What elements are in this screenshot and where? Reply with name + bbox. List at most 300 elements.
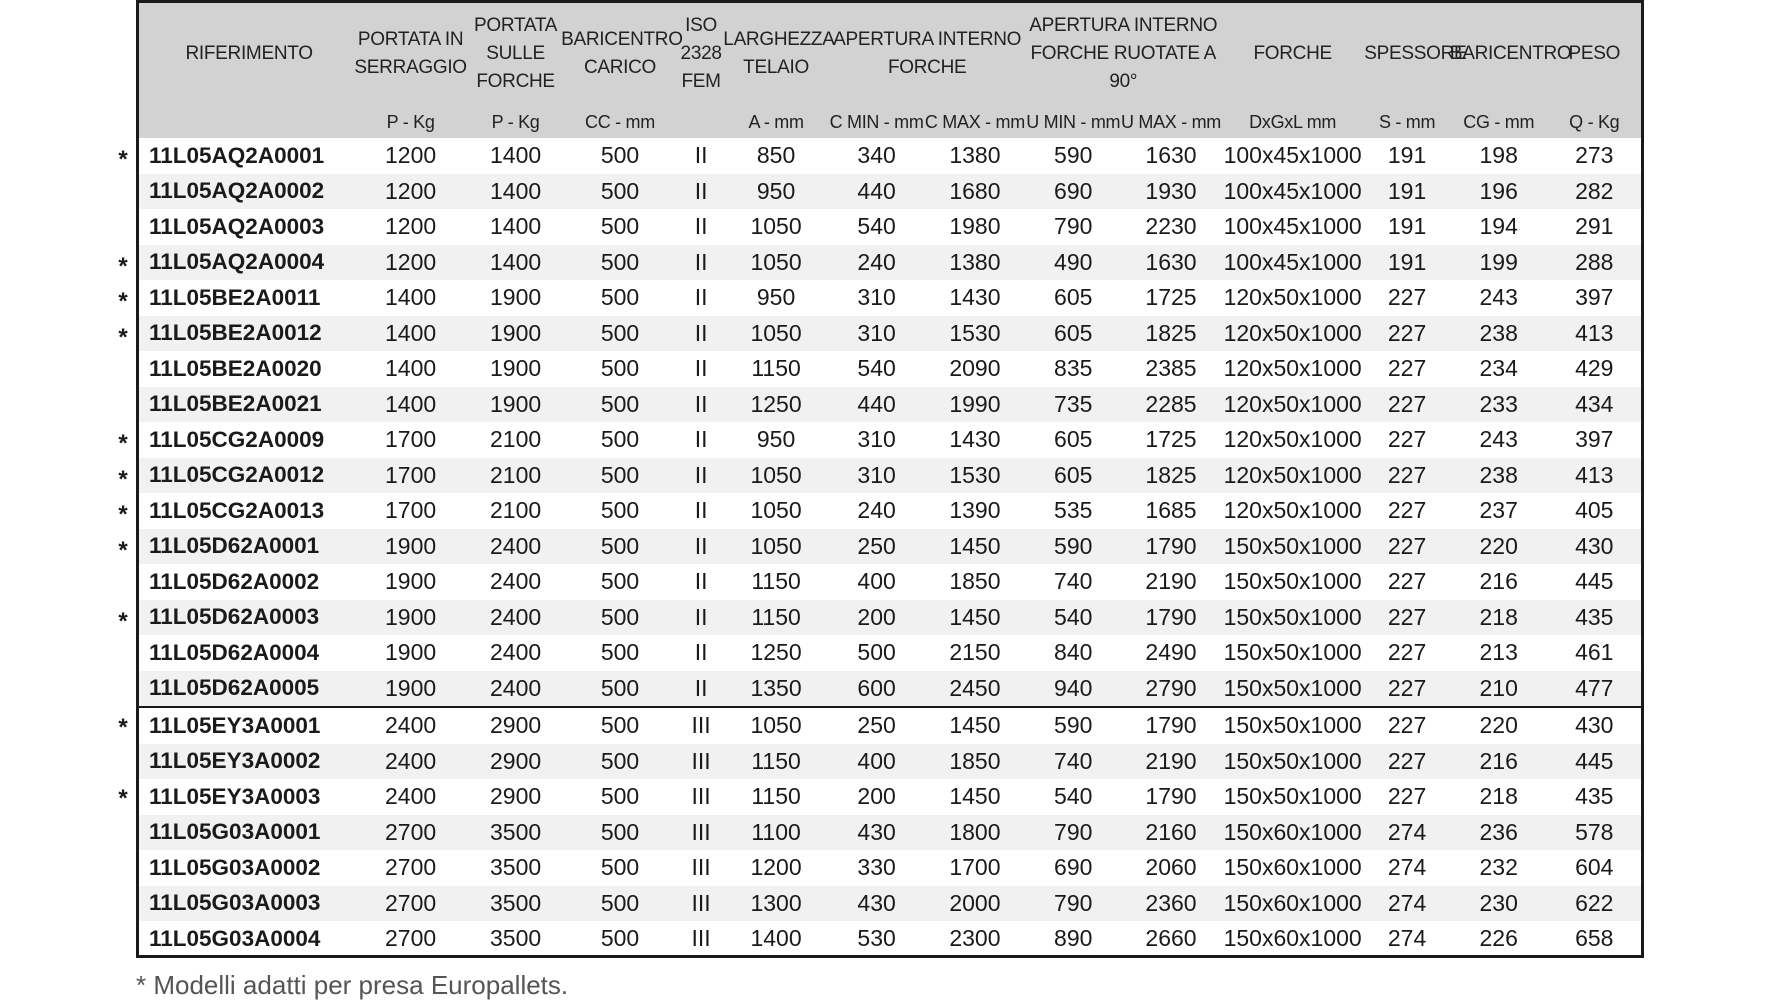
cell-larghezza-telaio: 1050 [723, 529, 829, 565]
cell-riferimento: 11L05D62A0002 [149, 568, 320, 594]
table-row [139, 744, 1641, 780]
cell-baricentro-carico: 500 [561, 671, 679, 708]
table-row [139, 921, 1641, 957]
col-portata-forche: PORTATA SULLE FORCHE [474, 15, 558, 92]
cell-iso: II [694, 213, 708, 240]
cell-u-max: 1930 [1121, 174, 1221, 210]
cell-riferimento: 11L05EY3A0002 [139, 744, 351, 780]
cell-iso: III [691, 854, 711, 881]
cell-forche: 100x45x1000 [1223, 142, 1362, 169]
cell-baricentro: 210 [1450, 671, 1548, 708]
cell-c-max: 2000 [924, 886, 1025, 922]
cell-riferimento: 11L05G03A0003 [139, 886, 351, 922]
table-row [139, 245, 1641, 281]
table-row [139, 707, 1641, 744]
cell-c-max: 1430 [949, 426, 1001, 453]
cell-u-max: 1725 [1145, 284, 1197, 311]
cell-baricentro-carico: 500 [561, 316, 679, 352]
cell-forche: 150x50x1000 [1221, 600, 1364, 636]
cell-u-max: 1725 [1145, 426, 1197, 453]
table-row [139, 600, 1641, 636]
cell-spessore: 227 [1364, 387, 1450, 423]
cell-c-min: 540 [857, 355, 896, 382]
cell-larghezza-telaio: 1250 [750, 639, 802, 666]
cell-baricentro-carico: 500 [600, 284, 640, 311]
cell-c-min: 310 [857, 284, 896, 311]
cell-c-max: 1530 [924, 458, 1025, 494]
cell-c-min: 250 [829, 707, 925, 744]
spec-table-frame [136, 0, 1644, 958]
cell-larghezza-telaio: 1050 [750, 213, 802, 240]
cell-c-max: 1680 [924, 174, 1025, 210]
unit-portata-serraggio: P - Kg [386, 111, 435, 132]
cell-spessore: 227 [1364, 671, 1450, 708]
table-body [139, 138, 1641, 957]
cell-u-max: 2160 [1121, 815, 1221, 851]
cell-portata-serraggio: 2700 [385, 925, 437, 952]
europallet-star: * [118, 465, 128, 493]
cell-iso: III [691, 925, 711, 952]
cell-u-min: 940 [1025, 671, 1121, 708]
cell-baricentro-carico: 500 [600, 355, 640, 382]
europallet-star: * [118, 146, 128, 173]
unit-iso [679, 105, 723, 138]
cell-c-max: 2450 [924, 671, 1025, 708]
cell-forche: 100x45x1000 [1221, 245, 1364, 281]
cell-c-min: 340 [857, 142, 896, 169]
cell-larghezza-telaio: 1050 [723, 316, 829, 352]
cell-u-max: 1790 [1145, 783, 1197, 810]
cell-riferimento: 11L05AQ2A0001 [149, 142, 325, 168]
cell-spessore: 227 [1387, 568, 1427, 595]
cell-baricentro: 218 [1479, 783, 1518, 810]
cell-spessore: 227 [1364, 744, 1450, 780]
cell-forche: 120x50x1000 [1223, 426, 1362, 453]
unit-larghezza-telaio: A - mm [748, 111, 804, 132]
cell-baricentro-carico: 500 [600, 426, 640, 453]
cell-c-max: 1980 [949, 213, 1001, 240]
cell-larghezza-telaio: 1150 [723, 744, 829, 780]
cell-spessore: 191 [1387, 213, 1427, 240]
cell-c-max: 1450 [949, 783, 1001, 810]
cell-portata-serraggio: 2700 [351, 815, 470, 851]
cell-riferimento: 11L05CG2A0009 [149, 426, 325, 452]
cell-baricentro-carico: 500 [600, 783, 640, 810]
cell-c-min: 250 [829, 529, 925, 565]
cell-baricentro: 216 [1479, 568, 1518, 595]
cell-larghezza-telaio: 950 [756, 426, 796, 453]
cell-peso: 434 [1548, 387, 1641, 423]
cell-u-max: 2490 [1145, 639, 1197, 666]
cell-portata-serraggio: 1200 [385, 142, 437, 169]
cell-u-min: 835 [1054, 355, 1093, 382]
table-row [139, 886, 1641, 922]
cell-riferimento: 11L05AQ2A0002 [139, 174, 351, 210]
cell-forche: 100x45x1000 [1223, 213, 1362, 240]
unit-c-min: C MIN - mm [829, 111, 924, 132]
cell-portata-forche: 2100 [489, 426, 542, 453]
cell-baricentro: 216 [1450, 744, 1548, 780]
table-row [139, 138, 1641, 174]
cell-u-min: 690 [1054, 854, 1093, 881]
cell-baricentro: 220 [1450, 707, 1548, 744]
cell-u-max: 2230 [1145, 213, 1197, 240]
cell-baricentro: 198 [1479, 142, 1518, 169]
cell-c-max: 2090 [949, 355, 1001, 382]
table-row [139, 564, 1641, 600]
cell-peso: 435 [1548, 600, 1641, 636]
cell-forche: 150x50x1000 [1221, 744, 1364, 780]
cell-forche: 150x60x1000 [1223, 854, 1362, 881]
cell-peso: 291 [1575, 213, 1614, 240]
europallet-star: * [118, 252, 128, 280]
cell-baricentro-carico: 500 [600, 213, 640, 240]
unit-portata-forche: P - Kg [491, 111, 540, 132]
footnote: * Modelli adatti per presa Europallets. [136, 970, 569, 1000]
cell-c-min: 310 [829, 316, 925, 352]
cell-riferimento: 11L05D62A0004 [149, 639, 320, 665]
cell-peso: 435 [1575, 783, 1614, 810]
cell-portata-forche: 1900 [470, 387, 561, 423]
cell-peso: 445 [1548, 744, 1641, 780]
table-row [139, 387, 1641, 423]
cell-c-min: 200 [857, 783, 896, 810]
unit-baricentro-carico: CC - mm [585, 111, 655, 132]
cell-larghezza-telaio: 950 [756, 284, 796, 311]
cell-peso: 413 [1548, 458, 1641, 494]
cell-portata-forche: 3500 [470, 815, 561, 851]
cell-portata-forche: 2400 [489, 639, 542, 666]
unit-baricentro: CG - mm [1463, 111, 1535, 132]
cell-peso: 445 [1575, 568, 1614, 595]
cell-portata-serraggio: 1200 [351, 245, 470, 281]
cell-c-min: 530 [857, 925, 896, 952]
cell-baricentro: 196 [1450, 174, 1548, 210]
table-row [139, 850, 1641, 886]
cell-portata-serraggio: 2700 [385, 854, 437, 881]
cell-iso: II [694, 142, 708, 169]
europallet-star: * [118, 714, 128, 741]
cell-c-max: 1450 [924, 529, 1025, 565]
cell-u-min: 535 [1054, 497, 1093, 524]
cell-riferimento: 11L05G03A0001 [139, 815, 351, 851]
cell-riferimento: 11L05AQ2A0003 [149, 213, 325, 239]
cell-spessore: 274 [1364, 815, 1450, 851]
europallet-star: * [118, 785, 128, 812]
cell-c-max: 1700 [949, 854, 1001, 881]
col-forche: FORCHE [1253, 43, 1332, 64]
cell-c-min: 200 [829, 600, 925, 636]
cell-baricentro: 243 [1479, 284, 1518, 311]
cell-c-min: 330 [857, 854, 896, 881]
cell-iso: II [694, 426, 708, 453]
cell-forche: 150x60x1000 [1221, 815, 1364, 851]
cell-larghezza-telaio: 850 [756, 142, 796, 169]
cell-peso: 622 [1548, 886, 1641, 922]
cell-portata-serraggio: 1900 [351, 671, 470, 708]
cell-spessore: 227 [1387, 355, 1427, 382]
cell-riferimento: 11L05EY3A0003 [149, 783, 321, 809]
cell-iso: II [679, 174, 723, 210]
cell-u-min: 540 [1025, 600, 1121, 636]
col-baricentro-carico: BARICENTRO CARICO [561, 29, 683, 78]
unit-c-max: C MAX - mm [924, 111, 1025, 132]
cell-u-min: 740 [1025, 744, 1121, 780]
cell-iso: II [679, 458, 723, 494]
cell-forche: 150x50x1000 [1223, 568, 1362, 595]
unit-peso: Q - Kg [1569, 111, 1620, 132]
cell-u-max: 1630 [1145, 142, 1197, 169]
cell-larghezza-telaio: 1300 [723, 886, 829, 922]
cell-riferimento: 11L05D62A0005 [139, 671, 351, 708]
cell-portata-serraggio: 1700 [385, 497, 437, 524]
cell-forche: 150x50x1000 [1221, 707, 1364, 744]
cell-iso: III [679, 744, 723, 780]
cell-portata-forche: 1400 [489, 213, 542, 240]
cell-baricentro-carico: 500 [561, 245, 679, 281]
table-row [139, 174, 1641, 210]
cell-u-min: 490 [1025, 245, 1121, 281]
cell-baricentro: 234 [1479, 355, 1518, 382]
table-row [139, 635, 1641, 671]
cell-spessore: 274 [1387, 925, 1427, 952]
table-row [139, 779, 1641, 815]
cell-c-max: 1450 [924, 707, 1025, 744]
cell-u-max: 1825 [1121, 458, 1221, 494]
cell-c-min: 310 [829, 458, 925, 494]
cell-larghezza-telaio: 1150 [751, 568, 801, 595]
cell-u-max: 2190 [1145, 568, 1197, 595]
cell-portata-forche: 2900 [470, 707, 561, 744]
col-apertura-interno: APERTURA INTERNO FORCHE [833, 29, 1022, 78]
cell-portata-serraggio: 1200 [351, 174, 470, 210]
cell-iso: II [694, 639, 708, 666]
cell-u-max: 1790 [1121, 600, 1221, 636]
cell-forche: 150x50x1000 [1223, 783, 1362, 810]
cell-baricentro: 238 [1450, 316, 1548, 352]
cell-baricentro-carico: 500 [561, 529, 679, 565]
cell-u-max: 1790 [1121, 707, 1221, 744]
cell-spessore: 274 [1364, 886, 1450, 922]
cell-forche: 150x50x1000 [1223, 639, 1362, 666]
cell-c-max: 2300 [949, 925, 1001, 952]
table-row [139, 280, 1641, 316]
cell-baricentro-carico: 500 [561, 387, 679, 423]
cell-u-min: 790 [1054, 213, 1093, 240]
cell-spessore: 227 [1387, 783, 1427, 810]
cell-spessore: 227 [1387, 639, 1427, 666]
cell-baricentro: 236 [1450, 815, 1548, 851]
cell-portata-forche: 2900 [489, 783, 542, 810]
cell-u-min: 735 [1025, 387, 1121, 423]
cell-peso: 288 [1548, 245, 1641, 281]
cell-baricentro: 232 [1479, 854, 1518, 881]
cell-u-min: 590 [1054, 142, 1093, 169]
cell-u-min: 540 [1054, 783, 1093, 810]
cell-u-min: 590 [1025, 529, 1121, 565]
europallet-star: * [118, 607, 128, 635]
cell-portata-serraggio: 1900 [351, 600, 470, 636]
cell-larghezza-telaio: 1150 [723, 600, 829, 636]
cell-spessore: 227 [1387, 497, 1427, 524]
cell-iso: III [691, 783, 711, 810]
table-header [139, 3, 1641, 138]
cell-larghezza-telaio: 1250 [723, 387, 829, 423]
cell-u-max: 1685 [1145, 497, 1197, 524]
cell-portata-forche: 2400 [470, 600, 561, 636]
cell-u-max: 2660 [1145, 925, 1197, 952]
col-spessore: SPESSORE [1364, 43, 1467, 64]
cell-baricentro-carico: 500 [561, 458, 679, 494]
cell-spessore: 227 [1364, 600, 1450, 636]
cell-riferimento: 11L05BE2A0021 [139, 387, 351, 423]
cell-c-max: 1530 [924, 316, 1025, 352]
cell-c-min: 540 [857, 213, 896, 240]
col-larghezza-telaio: LARGHEZZA TELAIO [723, 29, 835, 78]
cell-u-max: 2790 [1121, 671, 1221, 708]
cell-u-max: 1790 [1121, 529, 1221, 565]
cell-peso: 658 [1575, 925, 1614, 952]
cell-spessore: 191 [1364, 245, 1450, 281]
cell-c-max: 2150 [949, 639, 1001, 666]
cell-forche: 150x60x1000 [1223, 925, 1362, 952]
cell-baricentro-carico: 500 [600, 568, 640, 595]
cell-larghezza-telaio: 1050 [723, 707, 829, 744]
europallet-star: * [118, 430, 128, 457]
cell-spessore: 227 [1364, 316, 1450, 352]
cell-peso: 578 [1548, 815, 1641, 851]
cell-c-min: 440 [829, 387, 925, 423]
cell-portata-forche: 2400 [470, 671, 561, 708]
cell-portata-serraggio: 1200 [385, 213, 437, 240]
cell-peso: 413 [1548, 316, 1641, 352]
cell-baricentro-carico: 500 [600, 639, 640, 666]
cell-portata-forche: 2900 [470, 744, 561, 780]
cell-portata-forche: 2400 [470, 529, 561, 565]
unit-u-max: U MAX - mm [1121, 111, 1221, 132]
cell-peso: 430 [1548, 707, 1641, 744]
unit-spessore: S - mm [1378, 111, 1436, 132]
cell-u-min: 605 [1054, 426, 1093, 453]
cell-c-min: 310 [857, 426, 896, 453]
spec-table [139, 3, 1641, 957]
cell-riferimento: 11L05EY3A0001 [139, 707, 351, 744]
cell-portata-serraggio: 1400 [351, 387, 470, 423]
cell-u-min: 890 [1054, 925, 1093, 952]
cell-iso: II [694, 284, 708, 311]
cell-portata-serraggio: 1400 [385, 355, 437, 382]
cell-forche: 150x50x1000 [1221, 671, 1364, 708]
cell-forche: 120x50x1000 [1221, 316, 1364, 352]
cell-larghezza-telaio: 1100 [723, 815, 829, 851]
cell-u-max: 1630 [1121, 245, 1221, 281]
cell-forche: 100x45x1000 [1221, 174, 1364, 210]
cell-forche: 120x50x1000 [1223, 497, 1362, 524]
cell-peso: 397 [1575, 284, 1614, 311]
cell-spessore: 227 [1387, 426, 1427, 453]
cell-spessore: 191 [1364, 174, 1450, 210]
cell-baricentro: 233 [1450, 387, 1548, 423]
cell-riferimento: 11L05G03A0004 [149, 925, 321, 951]
cell-iso: II [679, 600, 723, 636]
cell-c-min: 240 [857, 497, 896, 524]
col-apertura-ruotate: APERTURA INTERNO FORCHE RUOTATE A 90° [1029, 15, 1218, 92]
cell-u-min: 740 [1054, 568, 1093, 595]
cell-u-min: 790 [1025, 815, 1121, 851]
unit-forche: DxGxL mm [1249, 111, 1337, 132]
cell-baricentro: 199 [1450, 245, 1548, 281]
cell-portata-serraggio: 1400 [351, 316, 470, 352]
cell-portata-serraggio: 2400 [351, 707, 470, 744]
cell-c-max: 1450 [924, 600, 1025, 636]
cell-baricentro-carico: 500 [561, 174, 679, 210]
cell-baricentro: 226 [1479, 925, 1518, 952]
cell-portata-serraggio: 2700 [351, 886, 470, 922]
cell-riferimento: 11L05D62A0001 [139, 529, 351, 565]
table-row [139, 209, 1641, 245]
cell-peso: 273 [1575, 142, 1614, 169]
cell-c-max: 1380 [924, 245, 1025, 281]
cell-baricentro: 238 [1450, 458, 1548, 494]
table-row [139, 422, 1641, 458]
cell-iso: III [679, 707, 723, 744]
cell-baricentro-carico: 500 [600, 142, 640, 169]
cell-portata-serraggio: 1400 [385, 284, 437, 311]
cell-portata-forche: 1900 [489, 284, 542, 311]
cell-spessore: 274 [1387, 854, 1427, 881]
col-iso: ISO 2328 FEM [680, 15, 722, 92]
cell-iso: II [679, 316, 723, 352]
table-row [139, 458, 1641, 494]
cell-peso: 282 [1548, 174, 1641, 210]
table-row [139, 671, 1641, 708]
cell-portata-serraggio: 2400 [351, 744, 470, 780]
cell-iso: II [694, 497, 708, 524]
cell-iso: II [679, 245, 723, 281]
cell-u-max: 2060 [1145, 854, 1197, 881]
cell-c-min: 400 [829, 744, 925, 780]
cell-u-max: 2285 [1121, 387, 1221, 423]
cell-baricentro: 194 [1479, 213, 1518, 240]
cell-portata-forche: 2100 [470, 458, 561, 494]
unit-riferimento [139, 105, 351, 138]
cell-peso: 477 [1548, 671, 1641, 708]
cell-u-min: 790 [1025, 886, 1121, 922]
col-peso: PESO [1568, 43, 1621, 64]
cell-spessore: 227 [1364, 529, 1450, 565]
cell-riferimento: 11L05BE2A0020 [149, 355, 322, 381]
cell-peso: 604 [1575, 854, 1614, 881]
cell-c-min: 240 [829, 245, 925, 281]
cell-c-max: 1430 [949, 284, 1001, 311]
unit-u-min: U MIN - mm [1026, 111, 1121, 132]
cell-u-max: 2360 [1121, 886, 1221, 922]
cell-baricentro-carico: 500 [561, 600, 679, 636]
cell-spessore: 227 [1364, 707, 1450, 744]
europallet-star: * [118, 501, 128, 528]
cell-larghezza-telaio: 1150 [751, 783, 801, 810]
europallet-star: * [118, 536, 128, 564]
cell-peso: 429 [1575, 355, 1614, 382]
cell-c-min: 500 [857, 639, 896, 666]
cell-u-min: 605 [1025, 458, 1121, 494]
cell-iso: II [679, 671, 723, 708]
cell-c-min: 400 [857, 568, 896, 595]
cell-c-max: 1850 [924, 744, 1025, 780]
cell-baricentro-carico: 500 [561, 707, 679, 744]
cell-u-max: 1825 [1121, 316, 1221, 352]
europallet-star: * [118, 288, 128, 315]
